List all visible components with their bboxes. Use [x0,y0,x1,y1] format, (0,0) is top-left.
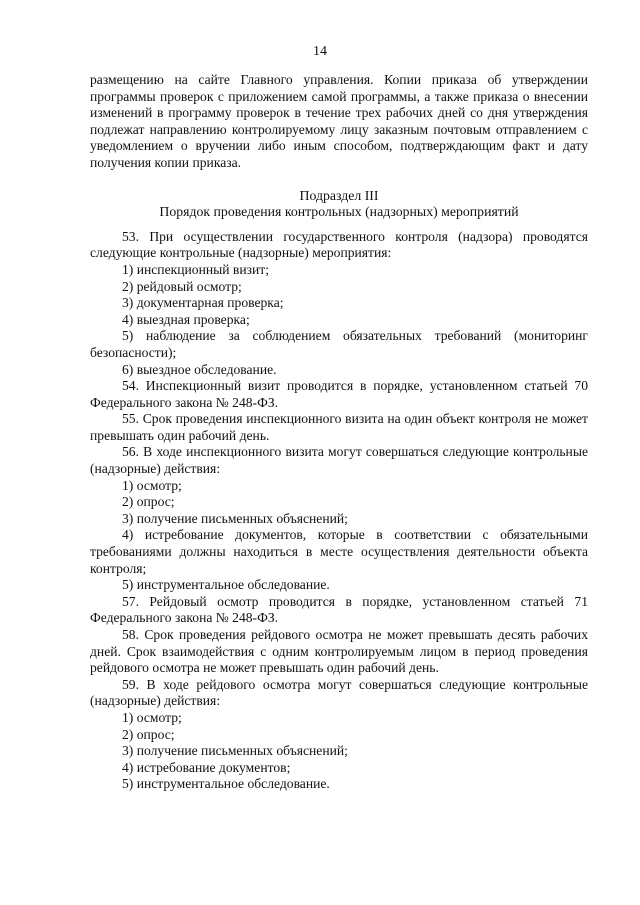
list-item: 1) инспекционный визит; [122,261,269,277]
list-item: 1) осмотр; [122,477,182,493]
list-item: 4) истребование документов; [122,759,291,775]
list-item: 6) выездное обследование. [122,361,277,377]
paragraph-55: 55. Срок проведения инспекционного визита на один объект контроля не может превышать один рабочий день. [90,411,588,443]
paragraph-57: 57. Рейдовый осмотр проводится в порядке, установленном статьей 71 Федерального закона № 248-ФЗ. [90,593,588,626]
subsection-subtitle: Порядок проведения контрольных (надзорных) мероприятий [159,204,519,220]
list-item: 2) рейдовый осмотр; [122,278,242,294]
list-item: 3) получение письменных объяснений; [122,510,348,526]
list-item: 2) опрос; [122,494,175,510]
list-item: 2) опрос; [122,726,175,742]
paragraph-56: 56. В ходе инспекционного визита могут совершаться следующие контрольные (надзорные) действия: [90,444,588,477]
list-item: 3) документарная проверка; [122,295,284,311]
list-item: 1) осмотр; [122,709,182,725]
list-item: 4) истребование документов, которые в соответствии с обязательными требованиями должны находиться в месте осуществления деятельности объекта контроля; [90,527,588,576]
list-item: 3) получение письменных объяснений; [122,743,348,759]
paragraph-54: 54. Инспекционный визит проводится в порядке, установленном статьей 70 Федерального закона № 248-ФЗ. [90,378,588,410]
list-item: 5) инструментальное обследование. [122,776,330,792]
document-body [90,72,588,793]
paragraph-59: 59. В ходе рейдового осмотра могут совершаться следующие контрольные (надзорные) действия: [90,676,588,709]
list-item: 5) инструментальное обследование. [122,577,330,593]
list-item: 5) наблюдение за соблюдением обязательных требований (мониторинг безопасности); [90,328,588,360]
list-item: 4) выездная проверка; [122,311,250,327]
intro-paragraph: размещению на сайте Главного управления. Копии приказа об утверждении программы проверок с приложением самой программы, а также приказа о внесении изменений в программу проверок в течение трех рабочих дней со дня утверждения подлежат направлению контролируемому лицу заказным почтовым отправлением с уведомлением о вручении либо иным способом, подтверждающим факт и дату получения копии приказа. [90,72,588,170]
page-number: 14 [313,44,327,59]
paragraph-58: 58. Срок проведения рейдового осмотра не может превышать десять рабочих дней. Срок взаимодействия с одним контролируемым лицом в период проведения рейдового осмотра не может превышать один рабочий день. [90,627,588,676]
subsection-title: Подраздел III [299,187,379,203]
paragraph-53: 53. При осуществлении государственного контроля (надзора) проводятся следующие контрольные (надзорные) мероприятия: [90,228,588,261]
